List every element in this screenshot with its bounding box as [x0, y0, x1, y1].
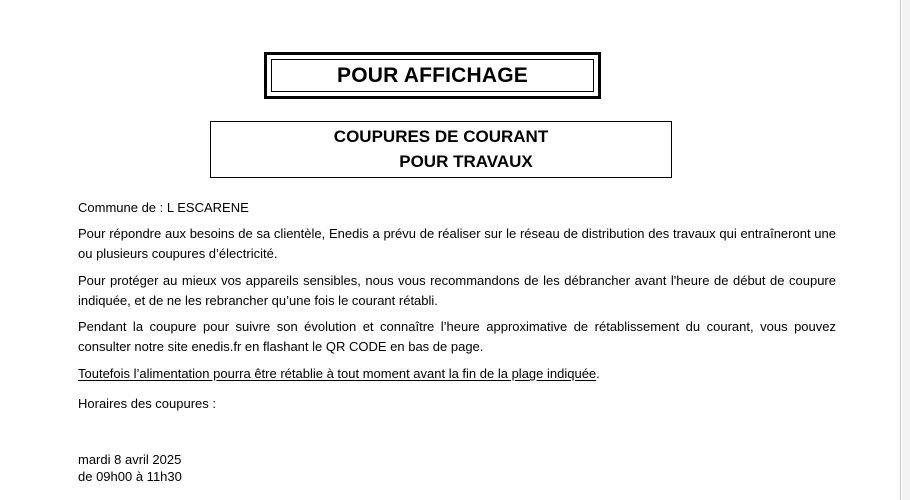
subtitle-box — [210, 121, 672, 178]
horaires-label: Horaires des coupures : — [78, 396, 217, 411]
subtitle-line-1: COUPURES DE COURANT — [333, 127, 549, 146]
warning-underlined-text: Toutefois l’alimentation pourra être rétablie à tout moment avant la fin de la plage indiquée — [78, 366, 597, 381]
headline-inner-border — [271, 59, 594, 92]
subtitle-line-2: POUR TRAVAUX — [399, 152, 533, 171]
paragraph-works: Pour répondre aux besoins de sa clientèle, Enedis a prévu de réaliser sur le réseau de distribution des travaux qui entraîneront une ou plusieurs coupures d’électricité. — [78, 226, 836, 261]
commune-line: Commune de : L ESCARENE — [78, 200, 249, 215]
window-margin — [902, 0, 910, 500]
headline-box — [264, 52, 601, 99]
page-edge — [900, 0, 901, 500]
warning-line — [78, 364, 836, 384]
warning-period: . — [596, 366, 600, 381]
outage-date: mardi 8 avril 2025 — [78, 452, 182, 467]
headline-title: POUR AFFICHAGE — [336, 63, 529, 87]
paragraph-protect-devices: Pour protéger au mieux vos appareils sensibles, nous vous recommandons de les débrancher avant l'heure de début de coupure indiquée, et de ne les rebrancher qu’une fois le courant rétabli. — [78, 273, 836, 308]
outage-time: de 09h00 à 11h30 — [78, 469, 182, 484]
paragraph-follow-outage: Pendant la coupure pour suivre son évolution et connaître l’heure approximative de rétablissement du courant, vous pouvez consulter notre site enedis.fr en flashant le QR CODE en bas de page. — [78, 319, 836, 354]
